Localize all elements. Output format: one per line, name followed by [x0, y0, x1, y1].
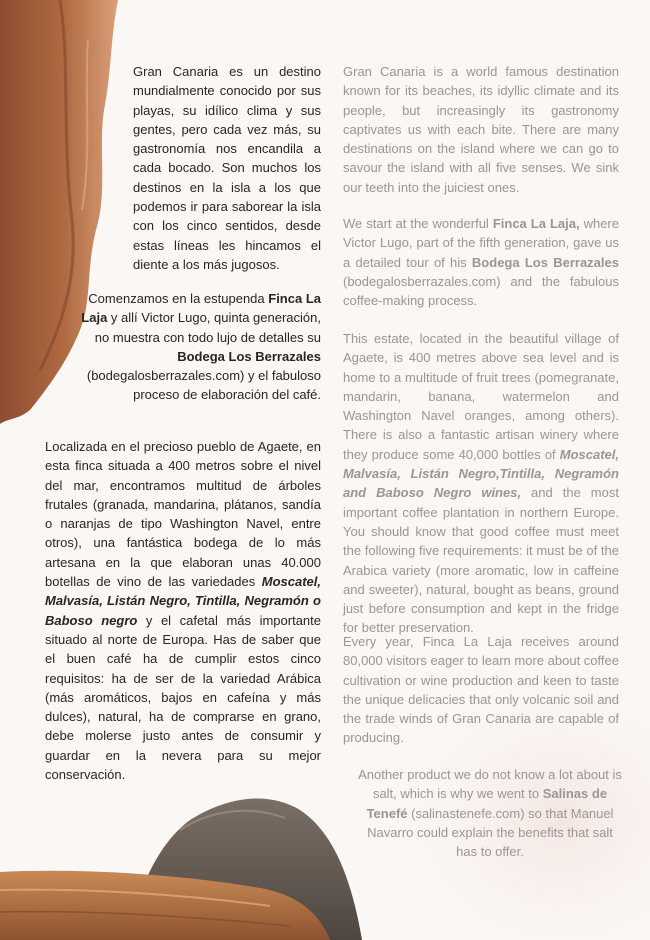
spanish-finca-paragraph [78, 289, 321, 405]
english-finca-name: Finca La Laja, [492, 216, 580, 231]
spanish-finca-text-3: (bodegalosberrazales.com) y el fabuloso proceso de elaboración del café. [86, 368, 321, 403]
english-finca-text-3: (bodegalosberrazales.com) and the fabulous coffee-making process. [343, 273, 619, 309]
english-bodega-name: Bodega Los Berrazales [471, 254, 619, 270]
spanish-intro-paragraph: Gran Canaria es un destino mundialmente conocido por sus playas, su idílico clima y sus gentes, pero cada vez más, su gastronomía nos encandila a cada bocado. Son muchos los destinos en la isla a los que podemos ir para saborear la isla con los cinco sentidos, desde estas líneas les hincamos el diente a los más jugosos. [133, 64, 321, 272]
english-salinas-text-1: Another product we do not know a lot about is salt, which is why we went to [358, 767, 622, 802]
english-agaete-paragraph [343, 329, 619, 638]
english-salinas-text-2: (salinastenefe.com) so that Manuel Navarro could explain the benefits that salt has to offer. [367, 805, 614, 860]
english-finca-text-1: We start at the wonderful [343, 216, 493, 231]
english-salinas-name: Salinas de Tenefé [366, 786, 608, 821]
english-salinas-paragraph [356, 765, 624, 861]
english-wine-varieties: Moscatel, Malvasía, Listán Negro,Tintilla, Negramón and Baboso Negro wines, [343, 446, 619, 501]
spanish-finca-text-2: y allí Victor Lugo, quinta generación, no muestra con todo lujo de detalles su [94, 310, 321, 345]
english-finca-paragraph [343, 214, 619, 310]
english-intro-paragraph: Gran Canaria is a world famous destination known for its beaches, its idyllic climate and its people, but increasingly its gastronomy captivates us with each bite. There are many destinations on the island where we can go to savour the island with all five senses. We sink our teeth into the juiciest ones. [343, 64, 619, 195]
spanish-agaete-text-1: Localizada en el precioso pueblo de Agaete, en esta finca situada a 400 metros sobre el nivel del mar, encontramos multitud de árboles frutales (granada, mandarina, plátanos, sandía o naranjas de tipo Washington Navel, entre otros), una fantástica bodega de lo más artesana en la que elaboran unas 40.000 botellas de vino de las variedades [45, 439, 321, 590]
spanish-finca-name: Finca La Laja [81, 291, 321, 326]
spanish-finca-text-1: Comenzamos en la estupenda [88, 291, 269, 306]
english-visitors-paragraph: Every year, Finca La Laja receives around 80,000 visitors eager to learn more about coffee cultivation or wine production and keen to taste the unique delicacies that only volcanic soil and the trade winds of Gran Canaria are capable of producing. [343, 634, 619, 746]
english-agaete-text-2: and the most important coffee plantation in northern Europe. You should know that good coffee must meet the following five requirements: it must be of the Arabica variety (more aromatic, low in caffeine and sweeter), natural, bought as beans, ground just before consumption and kept in the fridge for better preservation. [343, 485, 619, 636]
english-finca-text-2: where Victor Lugo, part of the fifth generation, gave us a detailed tour of his [343, 216, 619, 270]
spanish-agaete-paragraph [45, 437, 321, 784]
spanish-wine-varieties: Moscatel, Malvasía, Listán Negro, Tintilla, Negramón o Baboso negro [45, 574, 321, 628]
english-agaete-text-1: This estate, located in the beautiful village of Agaete, is 400 metres above sea level and is home to a multitude of fruit trees (pomegranate, mandarin, banana, watermelon and Washington Navel oranges, among others). There is also a fantastic artisan winery where they produce some 40,000 bottles of [343, 331, 619, 462]
spanish-bodega-name: Bodega Los Berrazales [177, 348, 321, 364]
spanish-agaete-text-2: y el cafetal más importante situado al norte de Europa. Has de saber que el buen café ha de cumplir estos cinco requisitos: ha de ser de la variedad Arábica (más aromáticos, bajos en cafeína y más dulces), natural, ha de comprarse en grano, debe molerse justo antes de consumir y guardar en la nevera para su mejor conservación. [45, 612, 321, 783]
